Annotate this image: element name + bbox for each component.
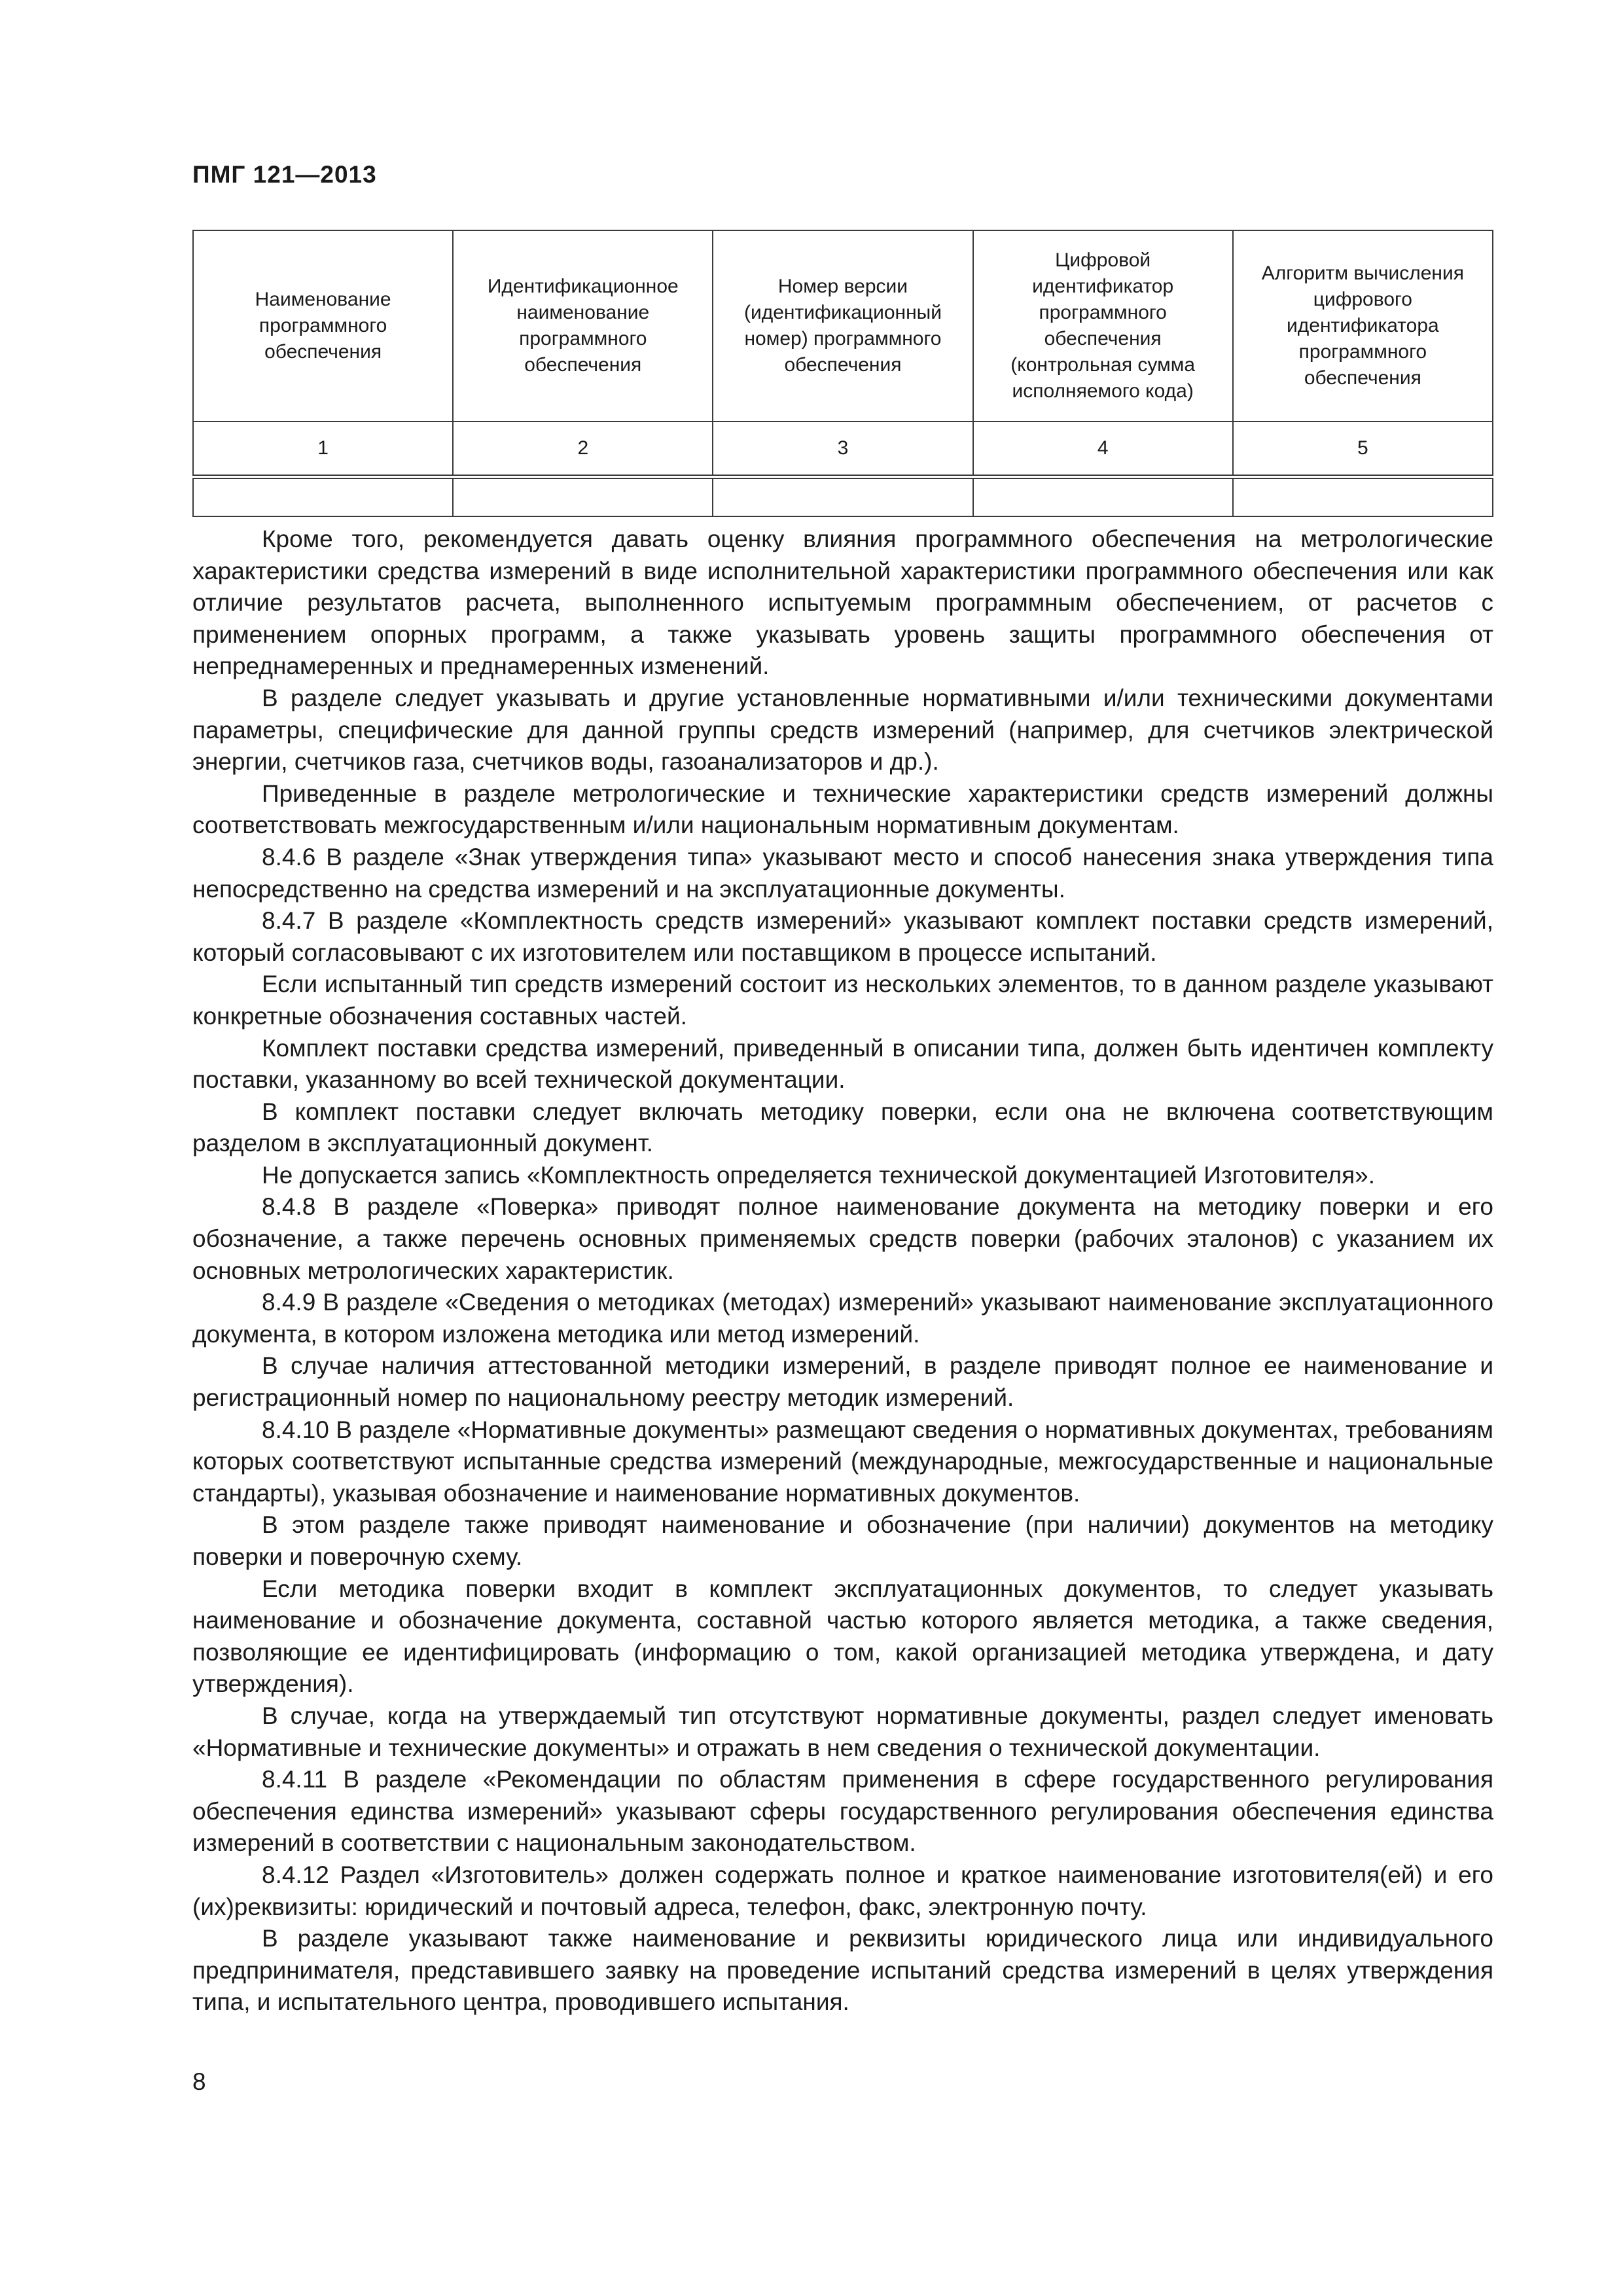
paragraph: В случае наличия аттестованной методики измерений, в разделе приводят полное ее наименование и регистрационный номер по национальному реестру методик измерений.: [192, 1352, 1493, 1412]
paragraph: В разделе указывают также наименование и реквизиты юридического лица или индивидуального предпринимателя, представившего заявку на проведение испытаний средства измерений в целях утверждения типа, и испытательного центра, проводившего испытания.: [192, 1925, 1493, 2016]
empty-cell: [1233, 477, 1493, 517]
paragraph: 8.4.10 В разделе «Нормативные документы» размещают сведения о нормативных документах, требованиям которых соответствуют испытанные средства измерений (международные, межгосударственные и национальные стандарты), указывая обозначение и наименование нормативных документов.: [192, 1416, 1493, 1507]
column-number: 1: [193, 422, 453, 477]
paragraph: Комплект поставки средства измерений, приведенный в описании типа, должен быть идентичен комплекту поставки, указанному во всей технической документации.: [192, 1034, 1493, 1094]
column-number: 4: [973, 422, 1233, 477]
paragraph: В случае, когда на утверждаемый тип отсутствуют нормативные документы, раздел следует именовать «Нормативные и технические документы» и отражать в нем сведения о технической документации.: [192, 1702, 1493, 1761]
empty-cell: [193, 477, 453, 517]
software-identification-table: [192, 230, 1493, 517]
paragraph: 8.4.12 Раздел «Изготовитель» должен содержать полное и краткое наименование изготовителя(ей) и его (их)реквизиты: юридический и почтовый адреса, телефон, факс, электронную почту.: [192, 1861, 1493, 1920]
paragraph: 8.4.7 В разделе «Комплектность средств измерений» указывают комплект поставки средств измерений, который согласовывают с их изготовителем или поставщиком в процессе испытаний.: [192, 907, 1493, 966]
header-checksum-algorithm: Алгоритм вычисления цифрового идентификатора программного обеспечения: [1233, 230, 1493, 422]
empty-cell: [713, 477, 972, 517]
column-number: 3: [713, 422, 972, 477]
document-code: ПМГ 121—2013: [192, 161, 377, 188]
header-software-name: Наименование программного обеспечения: [193, 230, 453, 422]
paragraph: В разделе следует указывать и другие установленные нормативными и/или техническими документами параметры, специфические для данной группы средств измерений (например, для счетчиков электрической энергии, счетчиков газа, счетчиков воды, газоанализаторов и др.).: [192, 684, 1493, 776]
paragraph: Если испытанный тип средств измерений состоит из нескольких элементов, то в данном разделе указывают конкретные обозначения составных частей.: [192, 971, 1493, 1030]
column-number: 5: [1233, 422, 1493, 477]
paragraph: Не допускается запись «Комплектность определяется технической документацией Изготовителя».: [262, 1161, 1376, 1189]
table-empty-row: [193, 477, 1493, 517]
body-text: [192, 524, 1493, 2018]
paragraph: В этом разделе также приводят наименование и обозначение (при наличии) документов на методику поверки и поверочную схему.: [192, 1511, 1493, 1570]
table-header-row: [193, 230, 1493, 422]
header-digital-identifier: Цифровой идентификатор программного обеспечения (контрольная сумма исполняемого кода): [973, 230, 1233, 422]
table-column-numbers-row: [193, 422, 1493, 477]
header-version-number: Номер версии (идентификационный номер) программного обеспечения: [713, 230, 972, 422]
paragraph: 8.4.8 В разделе «Поверка» приводят полное наименование документа на методику поверки и его обозначение, а также перечень основных применяемых средств поверки (рабочих эталонов) с указанием их основных метрологических характеристик.: [192, 1193, 1493, 1284]
paragraph: Если методика поверки входит в комплект эксплуатационных документов, то следует указывать наименование и обозначение документа, составной частью которого является методика, а также сведения, позволяющие ее идентифицировать (информацию о том, какой организацией методика утверждена, и дату утверждения).: [192, 1575, 1493, 1698]
paragraph: В комплект поставки следует включать методику поверки, если она не включена соответствующим разделом в эксплуатационный документ.: [192, 1098, 1493, 1157]
header-identification-name: Идентификационное наименование программного обеспечения: [453, 230, 713, 422]
paragraph: 8.4.9 В разделе «Сведения о методиках (методах) измерений» указывают наименование эксплуатационного документа, в котором изложена методика или метод измерений.: [192, 1289, 1493, 1348]
paragraph: 8.4.6 В разделе «Знак утверждения типа» указывают место и способ нанесения знака утверждения типа непосредственно на средства измерений и на эксплуатационные документы.: [192, 843, 1493, 903]
column-number: 2: [453, 422, 713, 477]
paragraph: Приведенные в разделе метрологические и технические характеристики средств измерений должны соответствовать межгосударственным и/или национальным нормативным документам.: [192, 780, 1493, 839]
empty-cell: [973, 477, 1233, 517]
empty-cell: [453, 477, 713, 517]
page-number: 8: [192, 2068, 206, 2095]
paragraph: Кроме того, рекомендуется давать оценку влияния программного обеспечения на метрологические характеристики средства измерений в виде исполнительной характеристики программного обеспечения или как отличие результатов расчета, выполненного испытуемым программным обеспечением, от расчетов с применением опорных программ, а также указывать уровень защиты программного обеспечения от непреднамеренных и преднамеренных изменений.: [192, 526, 1493, 680]
paragraph: 8.4.11 В разделе «Рекомендации по областям применения в сфере государственного регулирования обеспечения единства измерений» указывают сферы государственного регулирования обеспечения единства измерений в соответствии с национальным законодательством.: [192, 1766, 1493, 1857]
